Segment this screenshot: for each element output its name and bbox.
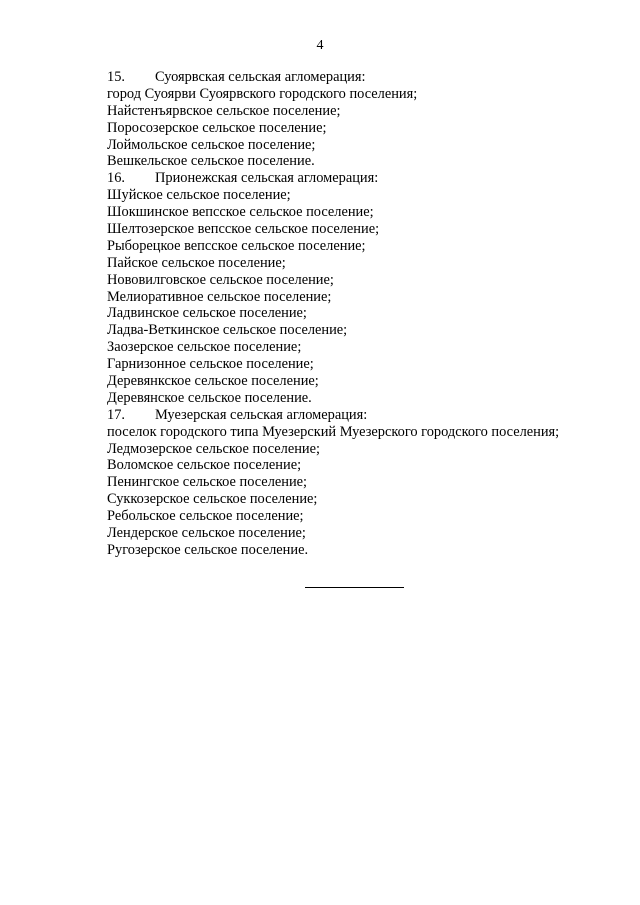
closing-rule-divider: [305, 587, 404, 588]
section-title: Суоярвская сельская агломерация:: [155, 69, 366, 85]
list-item: поселок городского типа Муезерский Муезерского городского поселения;: [107, 423, 560, 440]
list-item: город Суоярви Суоярвского городского поселения;: [107, 85, 418, 102]
document-body: [107, 69, 627, 559]
section-title: Муезерская сельская агломерация:: [155, 406, 368, 423]
list-item: Ледмозерское сельское поселение;: [107, 440, 321, 457]
list-item: Лендерское сельское поселение;: [107, 525, 306, 542]
list-item: Деревянкское сельское поселение;: [107, 373, 319, 390]
list-item: Пайское сельское поселение;: [107, 254, 286, 271]
section-heading: [107, 170, 627, 187]
list-item: Шелтозерское вепсское сельское поселение;: [107, 221, 380, 238]
list-item: Мелиоративное сельское поселение;: [107, 288, 332, 305]
list-item: Заозерское сельское поселение;: [107, 339, 302, 356]
list-item: Суккозерское сельское поселение;: [107, 491, 318, 508]
section-number: 15.: [107, 69, 125, 85]
list-item: Найстенъярвское сельское поселение;: [107, 102, 341, 119]
list-item: Поросозерское сельское поселение;: [107, 119, 327, 136]
list-item: Вешкельское сельское поселение.: [107, 153, 315, 170]
list-item: Пенингское сельское поселение;: [107, 474, 308, 491]
list-item: Шуйское сельское поселение;: [107, 187, 291, 204]
section-number: 17.: [107, 406, 125, 423]
section-title: Прионежская сельская агломерация:: [155, 170, 379, 187]
section-heading: [107, 407, 627, 424]
list-item: Ладва-Веткинское сельское поселение;: [107, 322, 348, 339]
list-item: Гарнизонное сельское поселение;: [107, 356, 314, 373]
list-item: Ругозерское сельское поселение.: [107, 541, 309, 558]
list-item: Шокшинское вепсское сельское поселение;: [107, 204, 374, 221]
section-number: 16.: [107, 170, 125, 187]
list-item: Ладвинское сельское поселение;: [107, 305, 307, 322]
section-heading: [107, 69, 627, 86]
list-item: Нововилговское сельское поселение;: [107, 271, 334, 288]
list-item: Ребольское сельское поселение;: [107, 508, 304, 525]
list-item: Лоймольское сельское поселение;: [107, 136, 316, 153]
page-number: 4: [316, 38, 324, 53]
list-item: Рыборецкое вепсское сельское поселение;: [107, 237, 366, 254]
list-item: Воломское сельское поселение;: [107, 457, 302, 474]
list-item: Деревянское сельское поселение.: [107, 389, 312, 406]
